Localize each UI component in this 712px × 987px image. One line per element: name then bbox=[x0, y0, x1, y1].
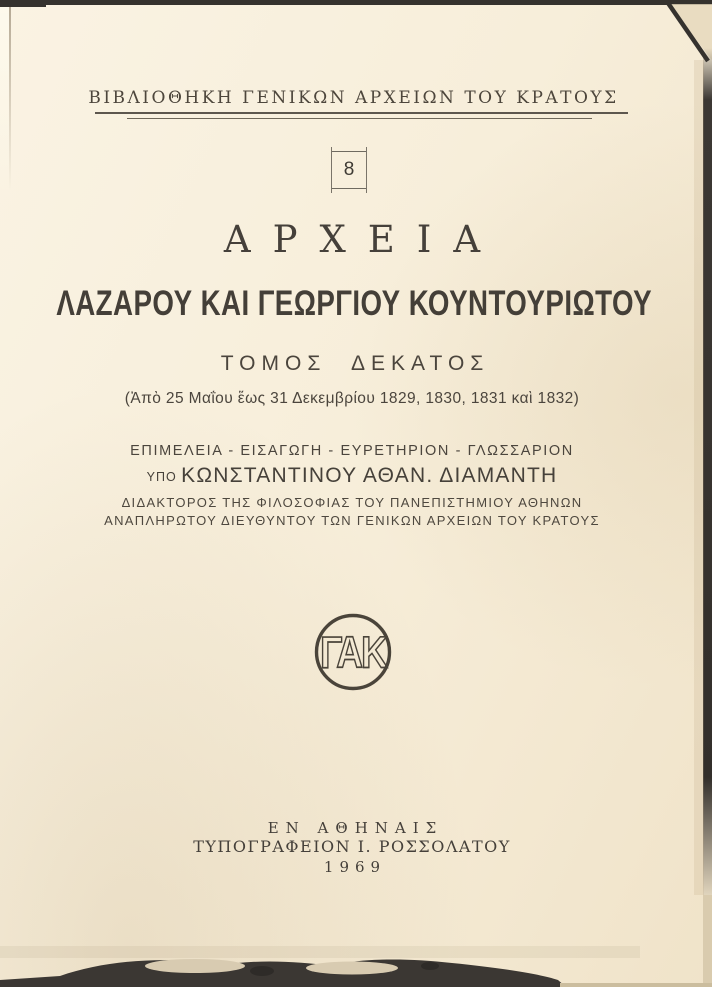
series-number: 8 bbox=[343, 159, 355, 180]
editor-title-2: ΑΝΑΠΛΗΡΩΤΟΥ ΔΙΕΥΘΥΝΤΟΥ ΤΩΝ ΓΕΝΙΚΩΝ ΑΡΧΕΙΩΝ ΤΟΥ ΚΡΑΤΟΥΣ bbox=[104, 513, 600, 528]
gak-logo-icon bbox=[312, 610, 394, 694]
gak-logo-text: ΓΑΚ bbox=[320, 627, 386, 678]
series-rule-top bbox=[95, 112, 628, 114]
imprint-city: ΕΝ ΑΘΗΝΑΙΣ bbox=[267, 819, 444, 837]
date-range: (Ἀπὸ 25 Μαΐου ἕως 31 Δεκεμβρίου 1829, 1830, 1831 καὶ 1832) bbox=[124, 390, 580, 407]
imprint-year: 1969 bbox=[323, 858, 387, 876]
series-title: ΒΙΒΛΙΟΘΗΚΗ ΓΕΝΙΚΩΝ ΑΡΧΕΙΩΝ ΤΟΥ ΚΡΑΤΟΥΣ bbox=[88, 88, 619, 108]
series-rule-bottom bbox=[127, 118, 592, 119]
editor-title-1: ΔΙΔΑΚΤΟΡΟΣ ΤΗΣ ΦΙΛΟΣΟΦΙΑΣ ΤΟΥ ΠΑΝΕΠΙΣΤΗΜΙΟΥ ΑΘΗΝΩΝ bbox=[121, 495, 583, 510]
by-prefix: ΥΠΟ bbox=[146, 470, 177, 484]
editor-name: ΚΩΝΣΤΑΝΤΙΝΟΥ ΑΘΑΝ. ΔΙΑΜΑΝΤΗ bbox=[181, 464, 558, 487]
byline bbox=[0, 464, 704, 488]
book-title: ΑΡΧΕΙΑ bbox=[223, 218, 503, 261]
editorial-line: ΕΠΙΜΕΛΕΙΑ - ΕΙΣΑΓΩΓΗ - ΕΥΡΕΤΗΡΙΟΝ - ΓΛΩΣΣΑΡΙΟΝ bbox=[130, 443, 574, 459]
book-subtitle: ΛΑΖΑΡΟΥ ΚΑΙ ΓΕΩΡΓΙΟΥ ΚΟΥΝΤΟΥΡΙΩΤΟΥ bbox=[56, 282, 653, 323]
series-number-box bbox=[331, 151, 367, 189]
volume-label: ΤΟΜΟΣ ΔΕΚΑΤΟΣ bbox=[220, 352, 490, 375]
imprint-printer: ΤΥΠΟΓΡΑΦΕΙΟΝ Ι. ΡΟΣΣΟΛΑΤΟΥ bbox=[193, 837, 511, 856]
